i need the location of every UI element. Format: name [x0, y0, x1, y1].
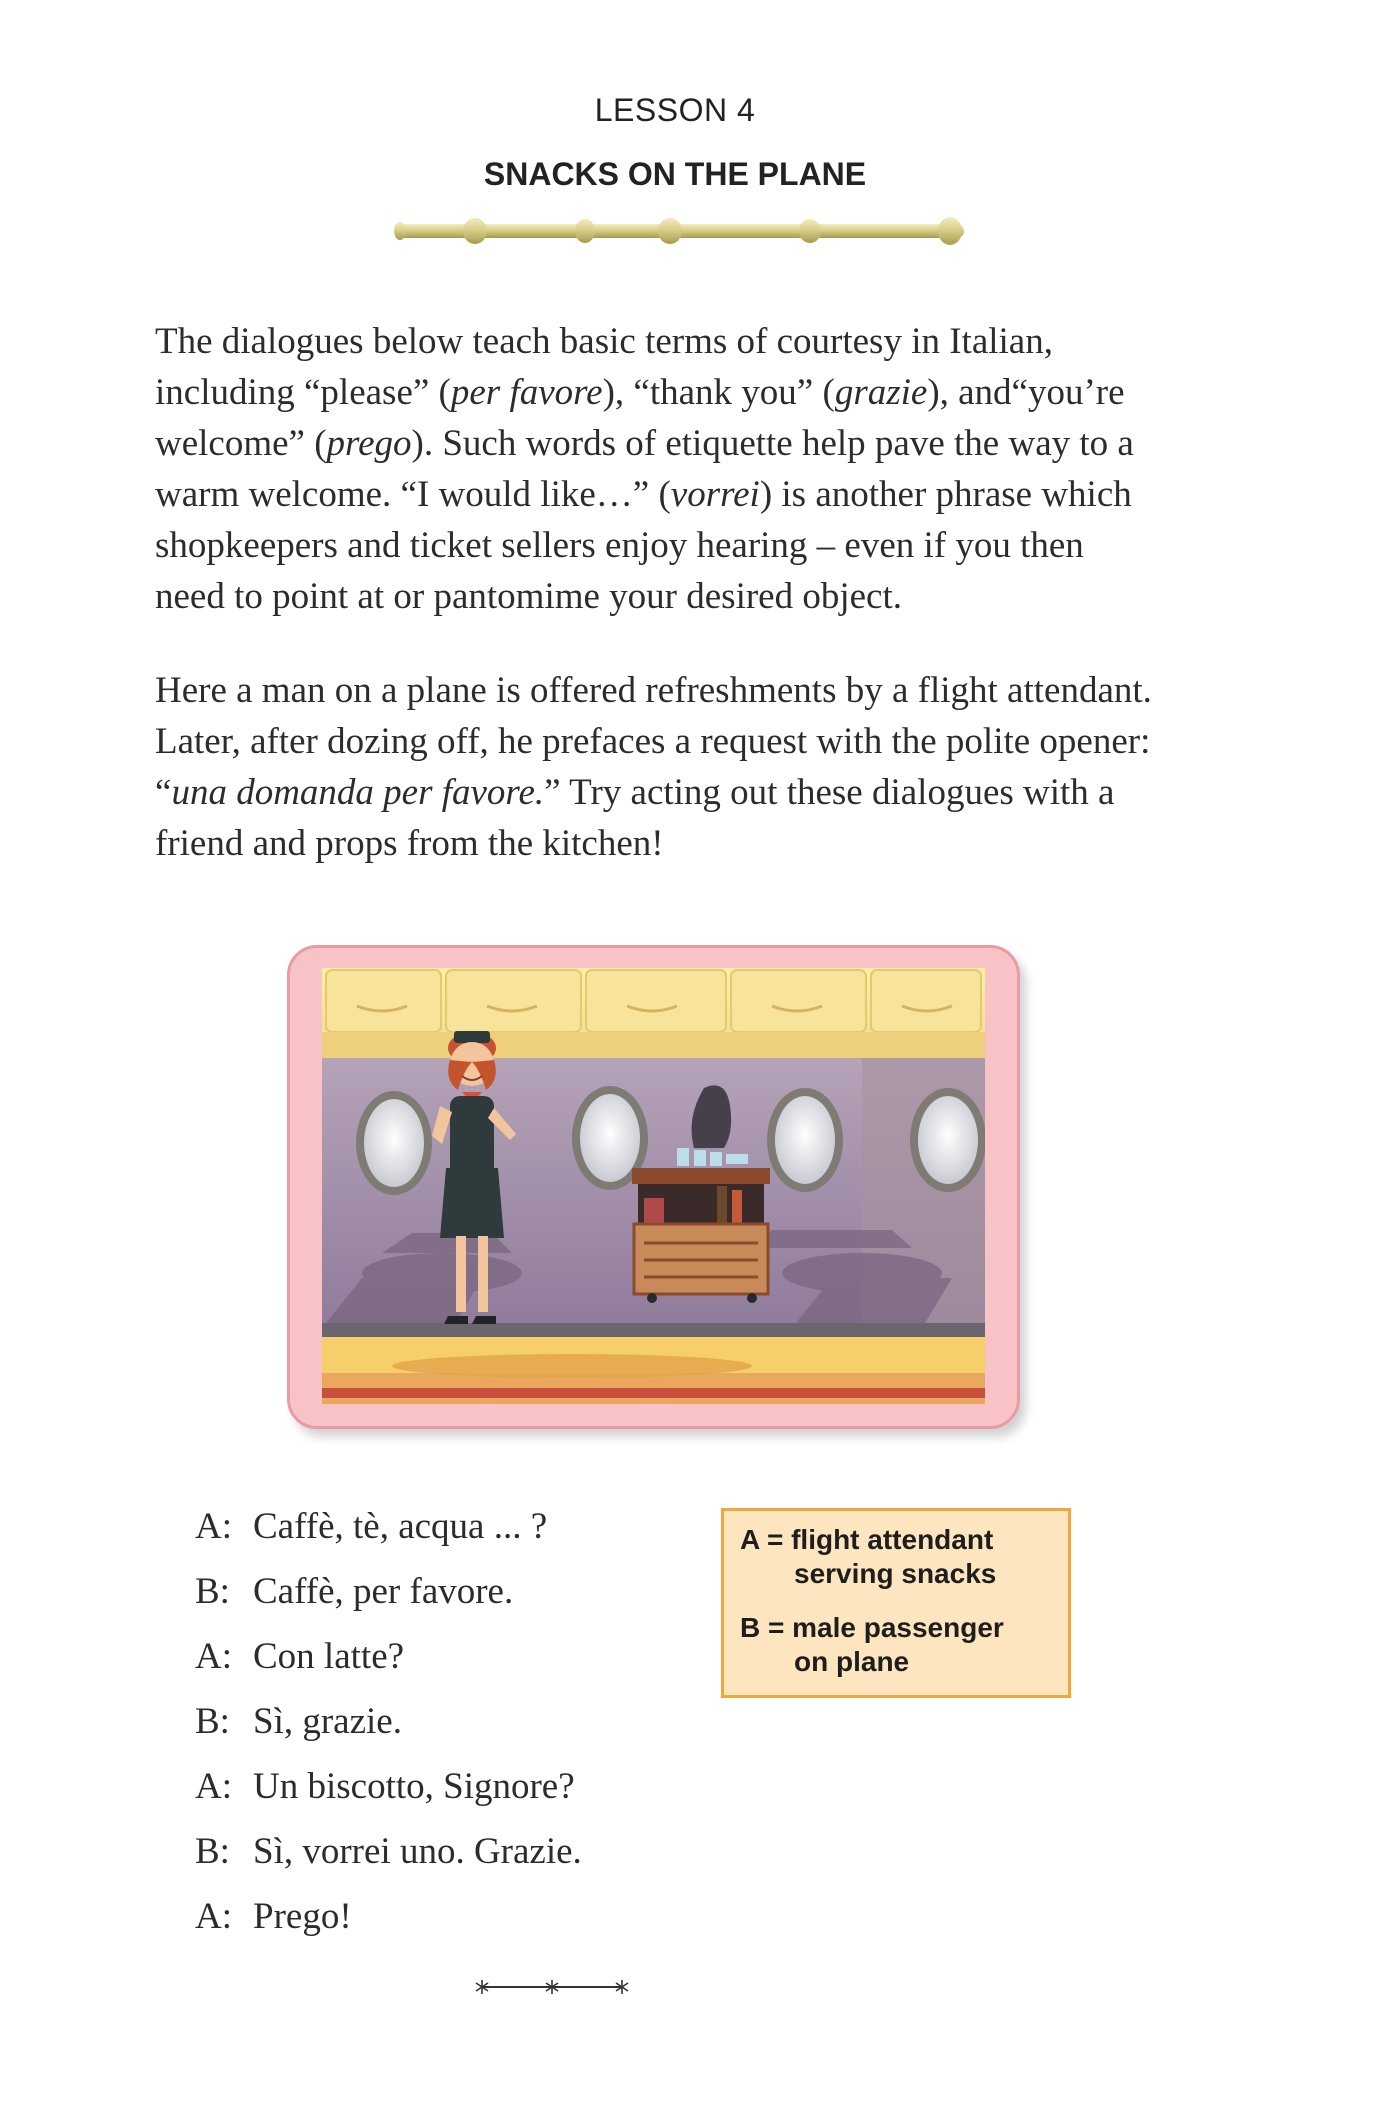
legend-entry-a: [740, 1523, 1052, 1591]
dialogue-line: [195, 1559, 715, 1624]
intro-paragraph-1: The dialogues below teach basic terms of courtesy in Italian, including “please” (per favore), “thank you” (grazie), and“you’re welcome” (prego). Such words of etiquette help pave the way to a warm welcome. “I would like…” (vorrei) is another phrase which shopkeepers and ticket sellers enjoy hearing – even if you then need to point at or pantomime your desired object.: [155, 321, 1134, 617]
speaker-label: B:: [195, 1571, 230, 1612]
dialogue-text: Sì, grazie.: [253, 1701, 402, 1742]
dialogue-text: Prego!: [253, 1896, 352, 1937]
asterisk-ornament-icon: [472, 1975, 632, 1999]
intro-paragraph-2: Here a man on a plane is offered refreshments by a flight attendant. Later, after dozing off, he prefaces a request with the polite opener: “una domanda per favore.” Try acting out these dialogues with a friend and props from the kitchen!: [155, 670, 1152, 864]
speaker-label: B:: [195, 1831, 230, 1872]
speaker-legend-box: [721, 1508, 1071, 1698]
illustration-frame: [287, 945, 1020, 1429]
legend-entry-b: [740, 1611, 1052, 1679]
dialogue-line: [195, 1884, 715, 1949]
lesson-title: SNACKS ON THE PLANE: [483, 156, 867, 192]
speaker-label: B:: [195, 1701, 230, 1742]
legend-a-line2: serving snacks: [794, 1558, 997, 1589]
dialogue-text: Caffè, tè, acqua ... ?: [253, 1506, 548, 1547]
speaker-label: A:: [195, 1506, 232, 1547]
dialogue-text: Un biscotto, Signore?: [253, 1766, 575, 1807]
dialogue-line: [195, 1819, 715, 1884]
dialogue-line: [195, 1624, 715, 1689]
legend-b-line2: on plane: [794, 1646, 910, 1677]
legend-b-line1: B = male passenger: [740, 1612, 1004, 1643]
flight-attendant-illustration: [322, 968, 985, 1404]
dialogue-text: Con latte?: [253, 1636, 405, 1677]
dialogue-line: [195, 1754, 715, 1819]
bamboo-divider-icon: [390, 210, 970, 250]
dialogue: [195, 1494, 715, 1949]
dialogue-line: [195, 1494, 715, 1559]
speaker-label: A:: [195, 1766, 232, 1807]
legend-a-line1: A = flight attendant: [740, 1524, 994, 1555]
dialogue-text: Caffè, per favore.: [253, 1571, 514, 1612]
lesson-label: LESSON 4: [594, 92, 756, 128]
dialogue-text: Sì, vorrei uno. Grazie.: [253, 1831, 582, 1872]
speaker-label: A:: [195, 1636, 232, 1677]
speaker-label: A:: [195, 1896, 232, 1937]
dialogue-line: [195, 1689, 715, 1754]
